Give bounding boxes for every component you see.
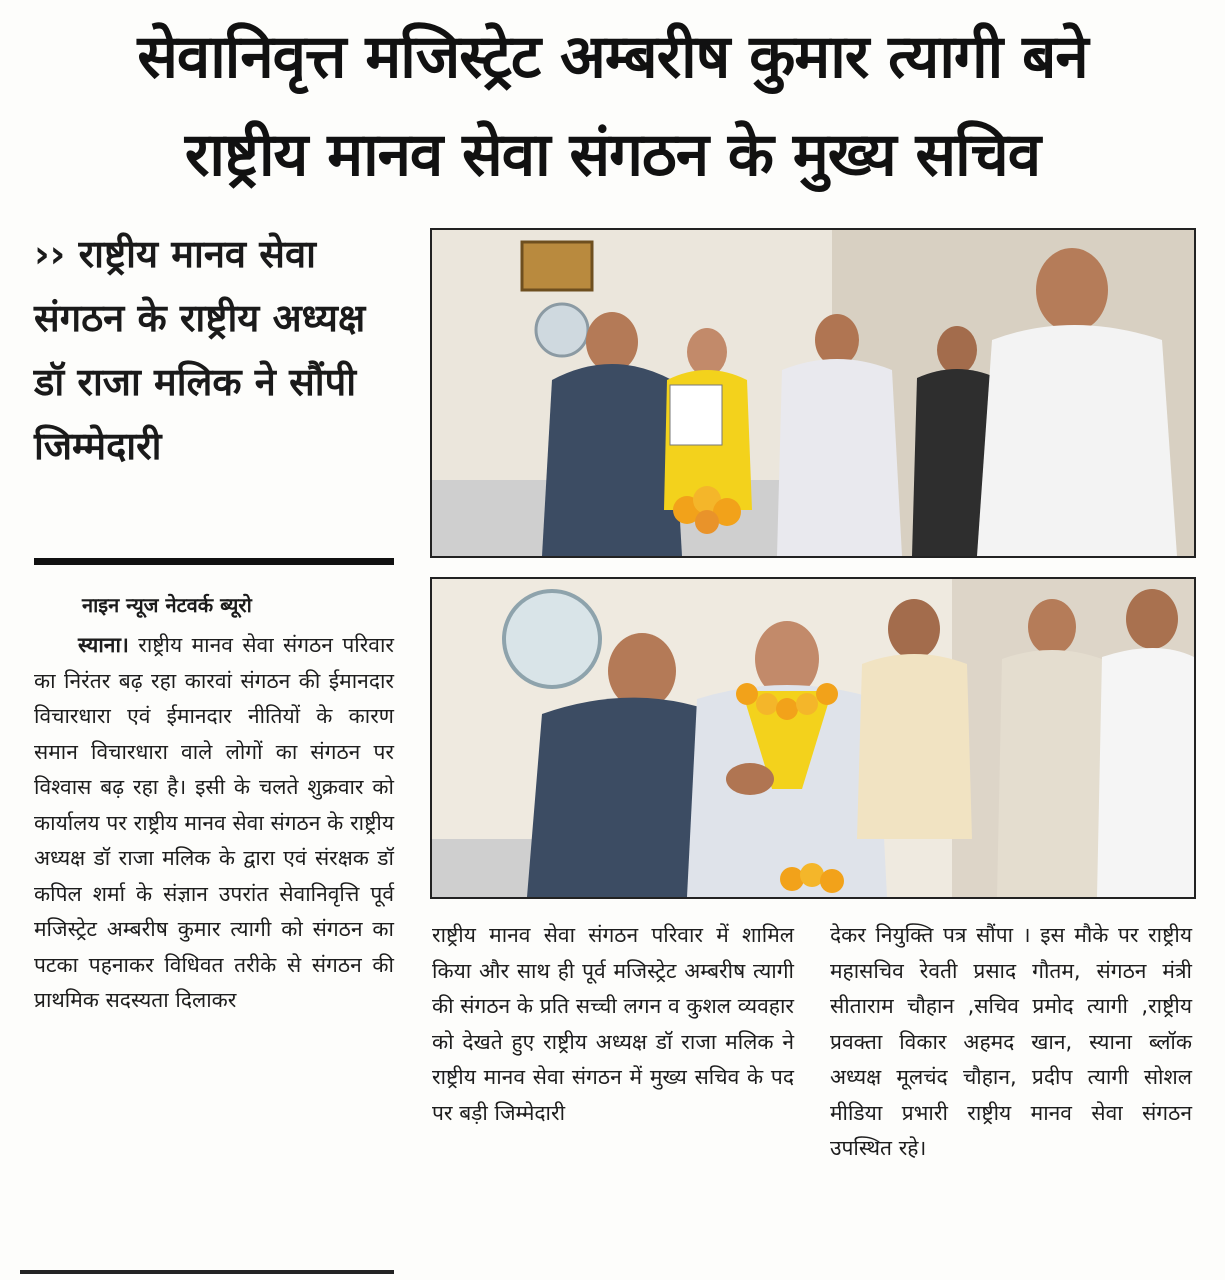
kicker-marker: ›› [34, 232, 66, 276]
body-column-1 [34, 628, 394, 1019]
byline: नाइन न्यूज नेटवर्क ब्यूरो [82, 593, 252, 617]
body-column-3: देकर नियुक्ति पत्र सौंपा । इस मौके पर राष्ट्रीय महासचिव रेवती प्रसाद गौतम, संगठन मंत्री सीताराम चौहान ,सचिव प्रमोद त्यागी ,राष्ट्रीय प्रवक्ता विकार अहमद खान, स्याना ब्लॉक अध्यक्ष मूलचंद चौहान, प्रदीप त्यागी सोशल मीडिया प्रभारी राष्ट्रीय मानव सेवा संगठन उपस्थित रहे। [830, 923, 1192, 1160]
body-column-1-text: राष्ट्रीय मानव सेवा संगठन परिवार का निरंतर बढ़ रहा कारवां संगठन की ईमानदार विचारधारा एवं ईमानदार नीतियों के कारण समान विचारधारा वाले लोगों का संगठन पर विश्वास बढ़ रहा है। इसी के चलते शुक्रवार को कार्यालय पर राष्ट्रीय मानव सेवा संगठन के राष्ट्रीय अध्यक्ष डॉ राजा मलिक के द्वारा एवं संरक्षक डॉ कपिल शर्मा के संज्ञान उपरांत सेवानिवृत्ति पूर्व मजिस्ट्रेट अम्बरीष कुमार त्यागी को संगठन का पटका पहनाकर विधिवत तरीके से संगठन की प्राथमिक सदस्यता दिलाकर [34, 633, 394, 1012]
headline-line-2: राष्ट्रीय मानव सेवा संगठन के मुख्य सचिव [184, 120, 1041, 190]
kicker [34, 222, 404, 478]
dateline: स्याना। [78, 633, 129, 657]
kicker-text: राष्ट्रीय मानव सेवा संगठन के राष्ट्रीय अध्यक्ष डॉ राजा मलिक ने सौंपी जिम्मेदारी [34, 232, 366, 468]
section-rule [34, 558, 394, 565]
photo-appointment-letter [430, 228, 1196, 558]
headline-line-1: सेवानिवृत्त मजिस्ट्रेट अम्बरीष कुमार त्यागी बने [137, 22, 1088, 92]
bottom-rule [20, 1270, 394, 1274]
photo-handshake [430, 577, 1196, 899]
body-column-2: राष्ट्रीय मानव सेवा संगठन परिवार में शामिल किया और साथ ही पूर्व मजिस्ट्रेट अम्बरीष त्यागी की संगठन के प्रति सच्ची लगन व कुशल व्यवहार को देखते हुए राष्ट्रीय अध्यक्ष डॉ राजा मलिक ने राष्ट्रीय मानव सेवा संगठन में मुख्य सचिव के पद पर बड़ी जिम्मेदारी [432, 923, 794, 1125]
headline [20, 8, 1205, 204]
